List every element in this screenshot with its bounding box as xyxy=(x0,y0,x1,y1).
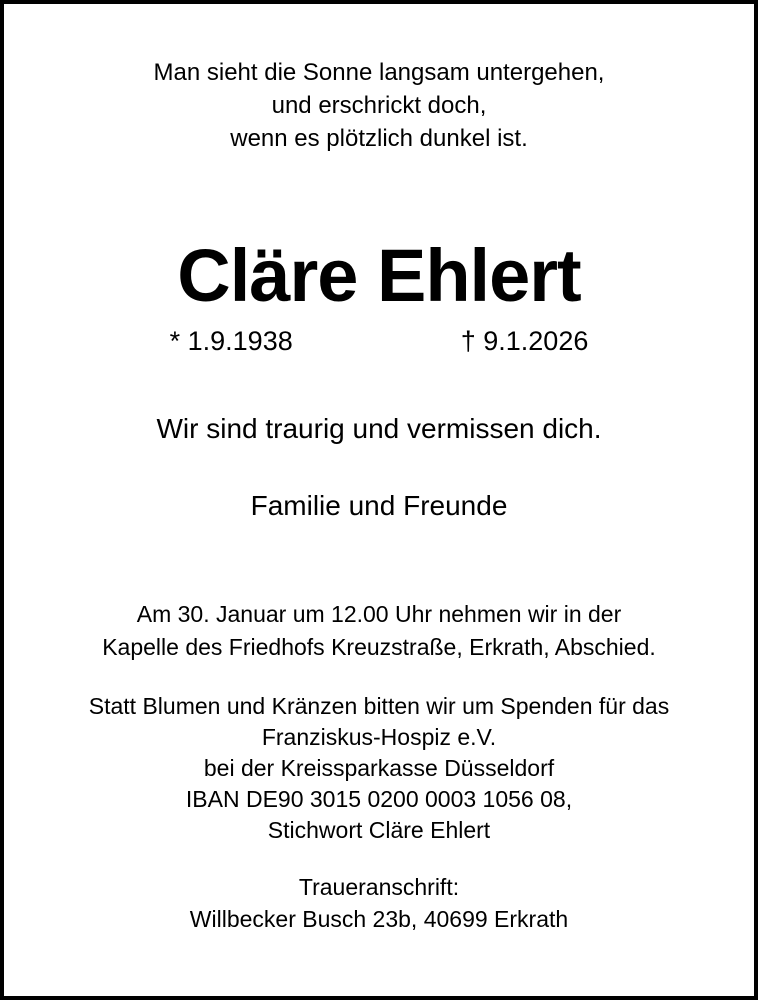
epigraph-line-3: wenn es plötzlich dunkel ist. xyxy=(230,125,528,152)
death-date: † 9.1.2026 xyxy=(460,326,589,356)
mourning-address xyxy=(4,871,754,935)
donation-info xyxy=(4,691,754,846)
condolence-line: Wir sind traurig und vermissen dich. xyxy=(156,413,602,444)
deceased-name: Cläre Ehlert xyxy=(177,234,581,317)
service-line-2: Kapelle des Friedhofs Kreuzstraße, Erkrath, Abschied. xyxy=(102,634,656,660)
donation-line-3: bei der Kreissparkasse Düsseldorf xyxy=(203,755,555,781)
mourning-address-label: Traueranschrift: xyxy=(298,874,460,900)
life-dates xyxy=(4,325,754,358)
birth-date: * 1.9.1938 xyxy=(169,326,293,356)
donation-line-5: Stichwort Cläre Ehlert xyxy=(267,817,491,843)
mourning-address-value: Willbecker Busch 23b, 40699 Erkrath xyxy=(189,906,569,932)
donation-line-2: Franziskus-Hospiz e.V. xyxy=(261,724,497,750)
donation-line-1: Statt Blumen und Kränzen bitten wir um Spenden für das xyxy=(88,693,670,719)
epigraph-line-2: und erschrickt doch, xyxy=(271,92,487,119)
epigraph xyxy=(4,56,754,155)
epigraph-line-1: Man sieht die Sonne langsam untergehen, xyxy=(153,59,605,86)
donation-line-4: IBAN DE90 3015 0200 0003 1056 08, xyxy=(185,786,573,812)
service-info xyxy=(4,598,754,664)
mourners-line: Familie und Freunde xyxy=(250,490,508,521)
service-line-1: Am 30. Januar um 12.00 Uhr nehmen wir in der xyxy=(136,601,622,627)
